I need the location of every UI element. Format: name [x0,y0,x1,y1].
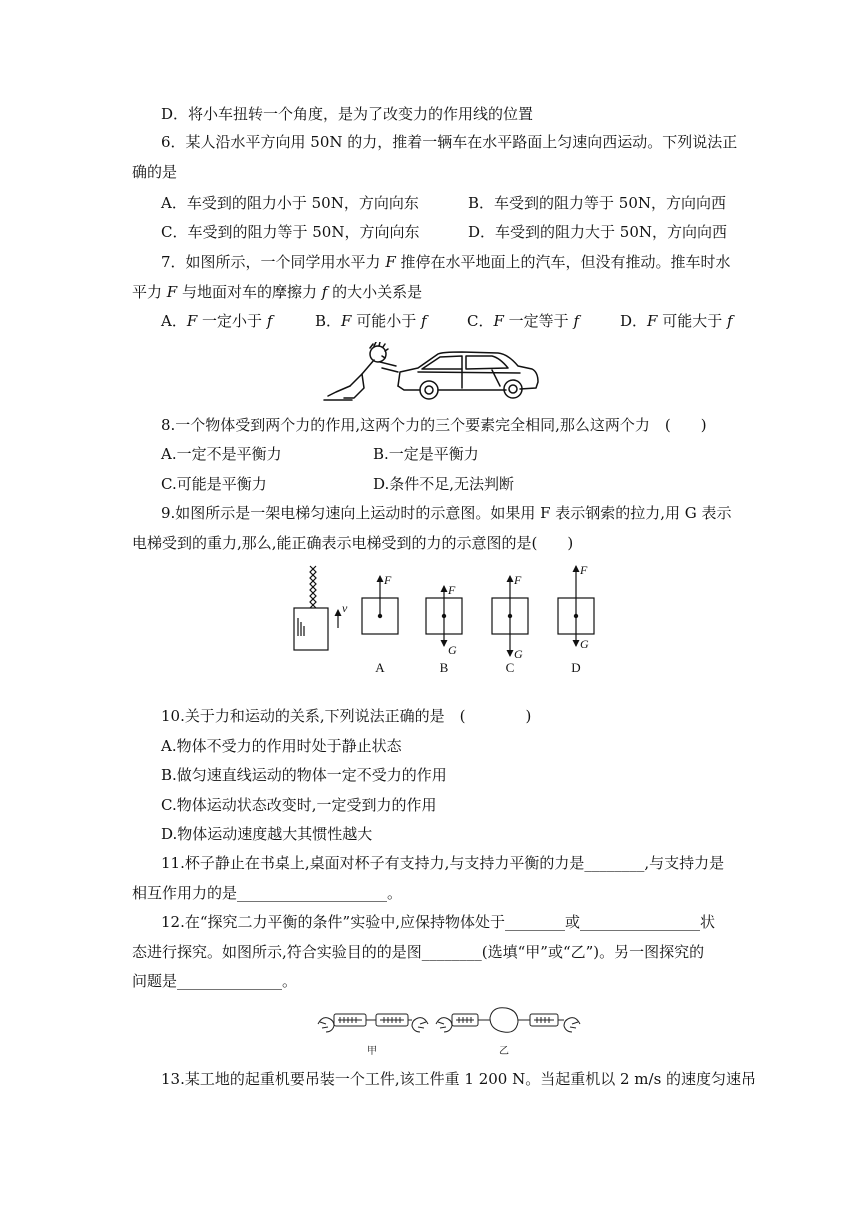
diagram-label-a: A [375,660,385,675]
q8-option-c: C.可能是平衡力 [161,475,267,493]
elevator-box [294,608,328,650]
figure-label-yi: 乙 [499,1046,509,1057]
diagram-d-label-g: G [580,637,589,651]
q10-option-b: B.做匀速直线运动的物体一定不受力的作用 [161,766,447,784]
figure-label-jia: 甲 [367,1046,377,1057]
q12-line2: 态进行探究。如图所示,符合实验目的的是图________(选填“甲”或“乙”)。另一图探究的 [132,943,705,961]
q6-option-c: C．车受到的阻力等于 50N，方向向东 [161,223,420,241]
diagram-c-label-f: F [514,573,522,587]
q6-option-a: A．车受到的阻力小于 50N，方向向东 [161,194,419,212]
q10-option-a: A.物体不受力的作用时处于静止状态 [161,737,402,755]
diagram-label-c: C [505,660,515,675]
q9-elevator-force-diagrams [280,562,610,678]
q7-stem-line1: 7．如图所示，一个同学用水平力 F 推停在水平地面上的汽车，但没有推动。推车时水 [161,253,731,271]
q7-option-b: B．F 可能小于 f [315,312,427,330]
q13-line1: 13.某工地的起重机要吊装一个工件,该工件重 1 200 N。当起重机以 2 m/s 的速度匀速吊 [161,1070,757,1088]
q6-stem-line2: 确的是 [132,163,178,181]
q10-stem: 10.关于力和运动的关系,下列说法正确的是 ( ) [161,707,532,725]
velocity-label: v [342,601,348,615]
elevator-cable [310,566,316,608]
q12-balance-experiment-figure [312,1000,584,1058]
q7-stem-line2: 平力 F 与地面对车的摩擦力 f 的大小关系是 [132,283,423,301]
q11-line2: 相互作用力的是____________________。 [132,884,403,902]
q8-option-a: A.一定不是平衡力 [161,445,282,463]
q6-option-d: D．车受到的阻力大于 50N，方向向西 [468,223,728,241]
diagram-label-d: D [571,660,581,675]
q12-line1: 12.在“探究二力平衡的条件”实验中,应保持物体处于________或________________状 [161,913,715,931]
q8-stem: 8.一个物体受到两个力的作用,这两个力的三个要素完全相同,那么这两个力 ( ) [161,416,707,434]
diagram-b-label-f: F [448,583,456,597]
q11-line1: 11.杯子静止在书桌上,桌面对杯子有支持力,与支持力平衡的力是________,与支持力是 [161,854,725,872]
figure-yi [436,1008,580,1033]
q5-option-d: D．将小车扭转一个角度，是为了改变力的作用线的位置 [161,105,534,123]
diagram-d-label-f: F [580,563,588,577]
q12-line3: 问题是______________。 [132,972,298,990]
q7-option-d: D．F 可能大于 f [620,312,733,330]
q9-stem-line1: 9.如图所示是一架电梯匀速向上运动时的示意图。如果用 F 表示钢索的拉力,用 G 表示 [161,504,732,522]
q10-option-c: C.物体运动状态改变时,一定受到力的作用 [161,796,437,814]
diagram-b-label-g: G [448,643,457,657]
diagram-a-label-f: F [384,573,392,587]
q7-option-c: C．F 一定等于 f [467,312,580,330]
q8-option-d: D.条件不足,无法判断 [373,475,515,493]
q7-person-pushing-car-figure [322,342,542,404]
diagram-label-b: B [439,660,449,675]
q6-option-b: B．车受到的阻力等于 50N，方向向西 [468,194,727,212]
q7-option-a: A．F 一定小于 f [161,312,273,330]
q9-stem-line2: 电梯受到的重力,那么,能正确表示电梯受到的力的示意图的是( ) [132,534,574,552]
q6-stem-line1: 6．某人沿水平方向用 50N 的力，推着一辆车在水平路面上匀速向西运动。下列说法正 [161,133,738,151]
figure-jia [318,1014,428,1032]
q8-option-b: B.一定是平衡力 [373,445,479,463]
q10-option-d: D.物体运动速度越大其惯性越大 [161,825,373,843]
diagram-c-label-g: G [514,647,523,661]
